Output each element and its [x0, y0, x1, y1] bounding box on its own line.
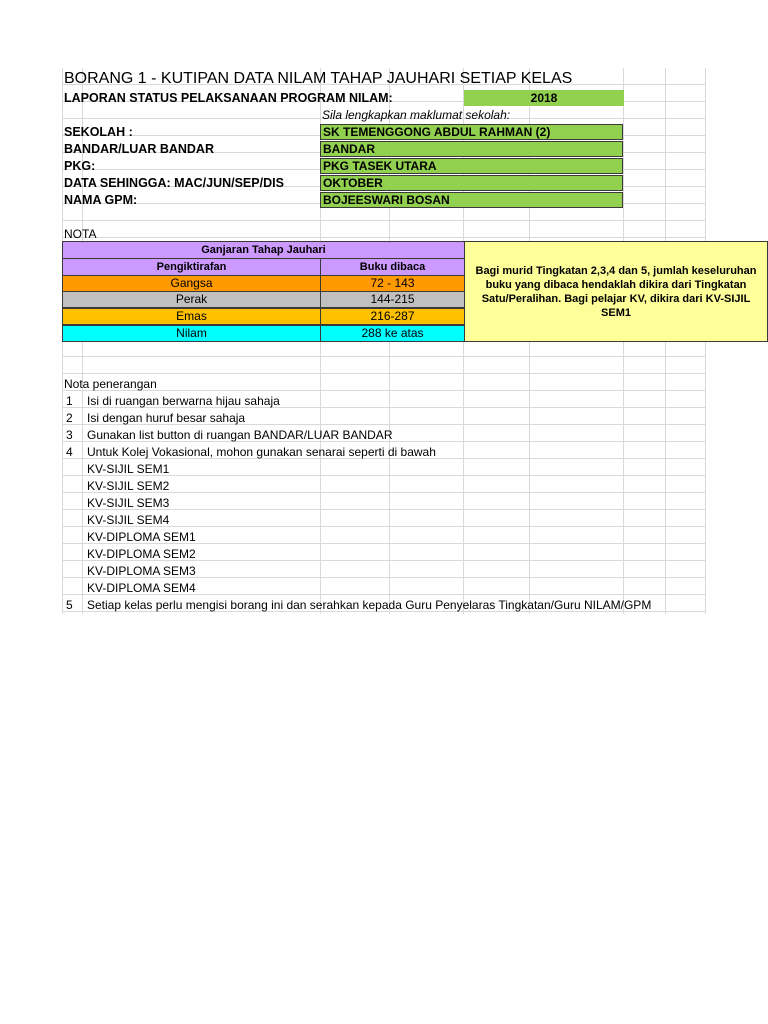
year-field[interactable] — [464, 90, 624, 106]
kv-item: KV-SIJIL SEM4 — [87, 513, 170, 527]
books-emas: 216-287 — [320, 308, 465, 325]
note-text: Setiap kelas perlu mengisi borang ini dan serahkan kepada Guru Penyelaras Tingkatan/Guru NILAM/GPM — [87, 598, 652, 612]
books-perak: 144-215 — [320, 291, 465, 308]
field-label-data-sehingga: DATA SEHINGGA: MAC/JUN/SEP/DIS — [64, 176, 284, 190]
bandar-select[interactable]: BANDAR — [320, 141, 623, 157]
note-number: 1 — [66, 394, 73, 408]
kv-item: KV-SIJIL SEM3 — [87, 496, 170, 510]
kv-item: KV-DIPLOMA SEM2 — [87, 547, 196, 561]
side-note-text: Bagi murid Tingkatan 2,3,4 dan 5, jumlah keseluruhan buku yang dibaca hendaklah dikira dari Tingkatan Satu/Peralihan. Bagi pelajar KV, dikira dari KV-SIJIL SEM1 — [475, 264, 757, 319]
books-gangsa: 72 - 143 — [320, 275, 465, 292]
field-label-nama-gpm: NAMA GPM: — [64, 193, 138, 207]
header-pengiktirafan: Pengiktirafan — [62, 258, 321, 276]
level-perak: Perak — [62, 291, 321, 308]
level-emas: Emas — [62, 308, 321, 325]
kv-item: KV-SIJIL SEM1 — [87, 462, 170, 476]
field-label-pkg: PKG: — [64, 159, 96, 173]
note-number: 5 — [66, 598, 73, 612]
books-nilam: 288 ke atas — [320, 325, 465, 342]
instruction-text: Sila lengkapkan maklumat sekolah: — [322, 108, 511, 122]
note-text: Isi di ruangan berwarna hijau sahaja — [87, 394, 280, 408]
side-note-box — [464, 241, 768, 342]
note-number: 2 — [66, 411, 73, 425]
sekolah-input[interactable]: SK TEMENGGONG ABDUL RAHMAN (2) — [320, 124, 623, 140]
field-label-bandar: BANDAR/LUAR BANDAR — [64, 142, 214, 156]
note-text: Isi dengan huruf besar sahaja — [87, 411, 246, 425]
header-buku-dibaca: Buku dibaca — [320, 258, 465, 276]
level-nilam: Nilam — [62, 325, 321, 342]
note-number: 3 — [66, 428, 73, 442]
kv-item: KV-SIJIL SEM2 — [87, 479, 170, 493]
nama-gpm-input[interactable]: BOJEESWARI BOSAN — [320, 192, 623, 208]
page-title: BORANG 1 - KUTIPAN DATA NILAM TAHAP JAUHARI SETIAP KELAS — [64, 70, 573, 87]
field-label-sekolah: SEKOLAH : — [64, 125, 133, 139]
spreadsheet — [62, 68, 757, 614]
kv-item: KV-DIPLOMA SEM3 — [87, 564, 196, 578]
reward-table-title: Ganjaran Tahap Jauhari — [62, 241, 465, 259]
pkg-input[interactable]: PKG TASEK UTARA — [320, 158, 623, 174]
note-number: 4 — [66, 445, 73, 459]
year-value: 2018 — [530, 91, 558, 105]
note-text: Gunakan list button di ruangan BANDAR/LUAR BANDAR — [87, 428, 393, 442]
notes-heading: Nota penerangan — [64, 377, 157, 391]
kv-item: KV-DIPLOMA SEM1 — [87, 530, 196, 544]
level-gangsa: Gangsa — [62, 275, 321, 292]
data-sehingga-input[interactable]: OKTOBER — [320, 175, 623, 191]
kv-item: KV-DIPLOMA SEM4 — [87, 581, 196, 595]
nota-label: NOTA — [64, 227, 97, 241]
report-label: LAPORAN STATUS PELAKSANAAN PROGRAM NILAM: — [64, 91, 393, 105]
note-text: Untuk Kolej Vokasional, mohon gunakan senarai seperti di bawah — [87, 445, 436, 459]
